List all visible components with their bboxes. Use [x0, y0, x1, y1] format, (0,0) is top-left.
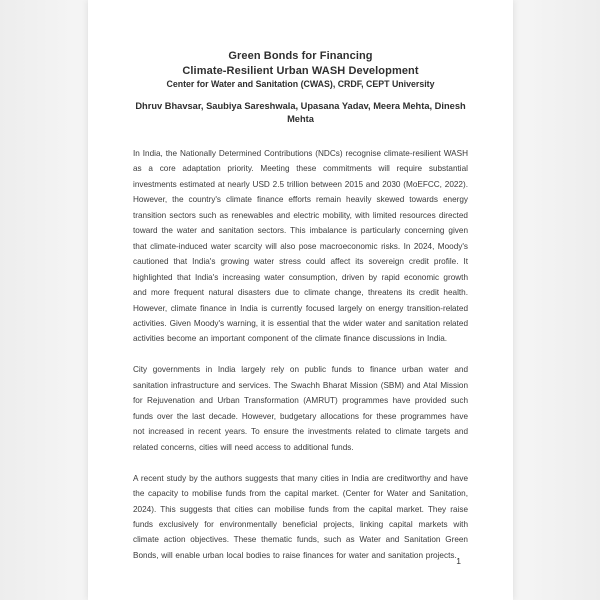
page-number: 1: [456, 556, 461, 566]
document-page: [88, 0, 513, 600]
document-title-line2: Climate-Resilient Urban WASH Development: [182, 64, 419, 77]
document-title-line1: Green Bonds for Financing: [228, 50, 373, 62]
document-authors: Dhruv Bhavsar, Saubiya Sareshwala, Upasana Yadav, Meera Mehta, Dinesh Mehta: [135, 101, 466, 124]
paragraph-1: In India, the Nationally Determined Contributions (NDCs) recognise climate-resilient WASH as a core adaptation priority. Meeting these commitments will require substantial investments estimated at nearly USD 2.5 trillion between 2015 and 2030 (MoEFCC, 2022). However, the country's climate finance efforts remain heavily skewed towards energy transition sectors such as renewables and electric mobility, with limited resources directed toward the water and sanitation sectors. This imbalance is particularly concerning given that climate-induced water scarcity will also pose macroeconomic risks. In 2024, Moody's cautioned that India's growing water stress could affect its sovereign credit profile. It highlighted that India's increasing water consumption, driven by rapid economic growth and more frequent natural disasters due to climate change, threatens its credit health. However, climate finance in India is currently focused largely on energy transition-related activities. Given Moody's warning, it is essential that the wider water and sanitation related activities become an important component of the climate finance discussions in India.: [133, 149, 468, 344]
document-affiliation: Center for Water and Sanitation (CWAS), CRDF, CEPT University: [166, 79, 435, 89]
paragraph-3: A recent study by the authors suggests that many cities in India are creditworthy and have the capacity to mobilise funds from the capital market. (Center for Water and Sanitation, 2024). This suggests that cities can mobilise funds from the capital market. They raise funds exclusively for environmentally beneficial projects, linking capital markets with climate action objectives. These thematic funds, such as Water and Sanitation Green Bonds, will enable urban local bodies to raise finances for water and sanitation projects.: [133, 473, 468, 560]
paragraph-2: City governments in India largely rely on public funds to finance urban water and sanitation infrastructure and services. The Swachh Bharat Mission (SBM) and Atal Mission for Rejuvenation and Urban Transformation (AMRUT) programmes have provided such funds over the last decade. However, budgetary allocations for these programmes have not increased in recent years. To ensure the investments related to climate targets and related concerns, cities will need access to additional funds.: [133, 365, 468, 452]
